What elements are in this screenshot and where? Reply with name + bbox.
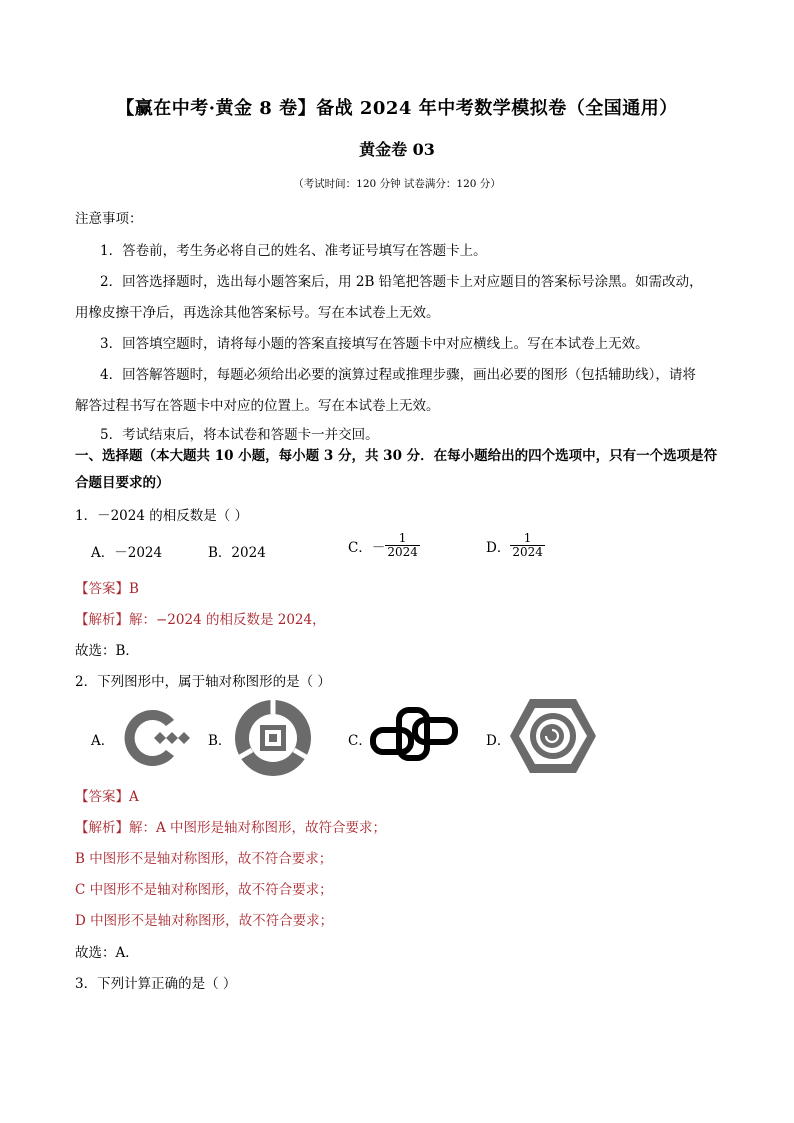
q1-option-c [348,532,420,559]
q2-label-b: B． [208,733,232,749]
q1-option-c-prefix: C．－ [348,539,386,556]
page-title: 【赢在中考·黄金 8 卷】备战 2024 年中考数学模拟卷（全国通用） [116,98,678,119]
analysis-tag: 【解析】 [75,820,129,836]
q2-analysis-c: C 中图形不是轴对称图形，故不符合要求； [75,882,333,898]
analysis-text: 解：−2024 的相反数是 2024， [129,612,326,628]
q2-analysis [75,816,386,836]
note-2b: 用橡皮擦干净后，再选涂其他答案标号。写在本试卷上无效。 [75,305,440,321]
q2-label-d: D． [486,733,511,749]
note-5: 5．考试结束后，将本试卷和答题卡一并交回。 [100,427,379,443]
q2-analysis-d: D 中图形不是轴对称图形，故不符合要求； [75,913,334,929]
q2-conclusion: 故选：A． [75,945,139,961]
q2-figure-d [508,696,598,776]
answer-tag: 【答案】 [75,789,129,805]
note-3: 3．回答填空题时，请将每小题的答案直接填写在答题卡中对应横线上。写在本试卷上无效。 [100,336,649,352]
note-4a: 4．回答解答题时，每题必须给出必要的演算过程或推理步骤，画出必要的图形（包括辅助线），请将 [100,367,696,383]
fraction-denominator: 2024 [512,545,543,559]
q1-option-b: B．2024 [208,545,266,561]
q1-option-d [486,532,545,559]
note-2a: 2．回答选择题时，选出每小题答案后，用 2B 铅笔把答题卡上对应题目的答案标号涂黑。如需改动， [100,274,703,290]
q1-answer [75,577,139,597]
q1-option-a: A．－2024 [91,545,163,561]
note-1: 1．答卷前，考生务必将自己的姓名、准考证号填写在答题卡上。 [100,243,487,259]
q1-stem: 1．－2024 的相反数是（ ） [75,508,249,524]
fraction-denominator: 2024 [387,545,418,559]
q3-stem: 3．下列计算正确的是（ ） [75,976,237,992]
page-subtitle: 黄金卷 03 [359,140,435,159]
answer-value: A [129,789,139,805]
q1-option-d-prefix: D． [486,539,511,556]
answer-tag: 【答案】 [75,581,129,597]
q2-figure-b [232,697,314,779]
q2-figure-a [114,698,198,778]
section-1-heading-cont: 合题目要求的） [75,475,170,491]
note-4b: 解答过程书写在答题卡中对应的位置上。写在本试卷上无效。 [75,398,440,414]
q2-analysis-b: B 中图形不是轴对称图形，故不符合要求； [75,851,333,867]
q2-stem: 2．下列图形中，属于轴对称图形的是（ ） [75,674,331,690]
fraction-numerator: 1 [510,532,545,546]
q2-label-a: A． [91,733,115,749]
q2-label-c: C． [348,733,372,749]
q1-conclusion: 故选：B． [75,643,139,659]
notes-heading: 注意事项： [75,211,143,227]
q1-option-c-fraction [385,532,420,559]
answer-value: B [129,581,139,597]
q1-analysis [75,608,326,628]
fraction-numerator: 1 [385,532,420,546]
q2-figure-c [369,706,461,764]
analysis-tag: 【解析】 [75,612,129,628]
analysis-text: 解：A 中图形是轴对称图形，故符合要求； [129,820,387,836]
exam-info: （考试时间：120 分钟 试卷满分：120 分） [293,178,501,190]
section-1-heading: 一、选择题（本大题共 10 小题，每小题 3 分，共 30 分．在每小题给出的四个选项中，只有一个选项是符 [75,448,718,464]
q1-option-d-fraction [510,532,545,559]
q2-answer [75,785,139,805]
